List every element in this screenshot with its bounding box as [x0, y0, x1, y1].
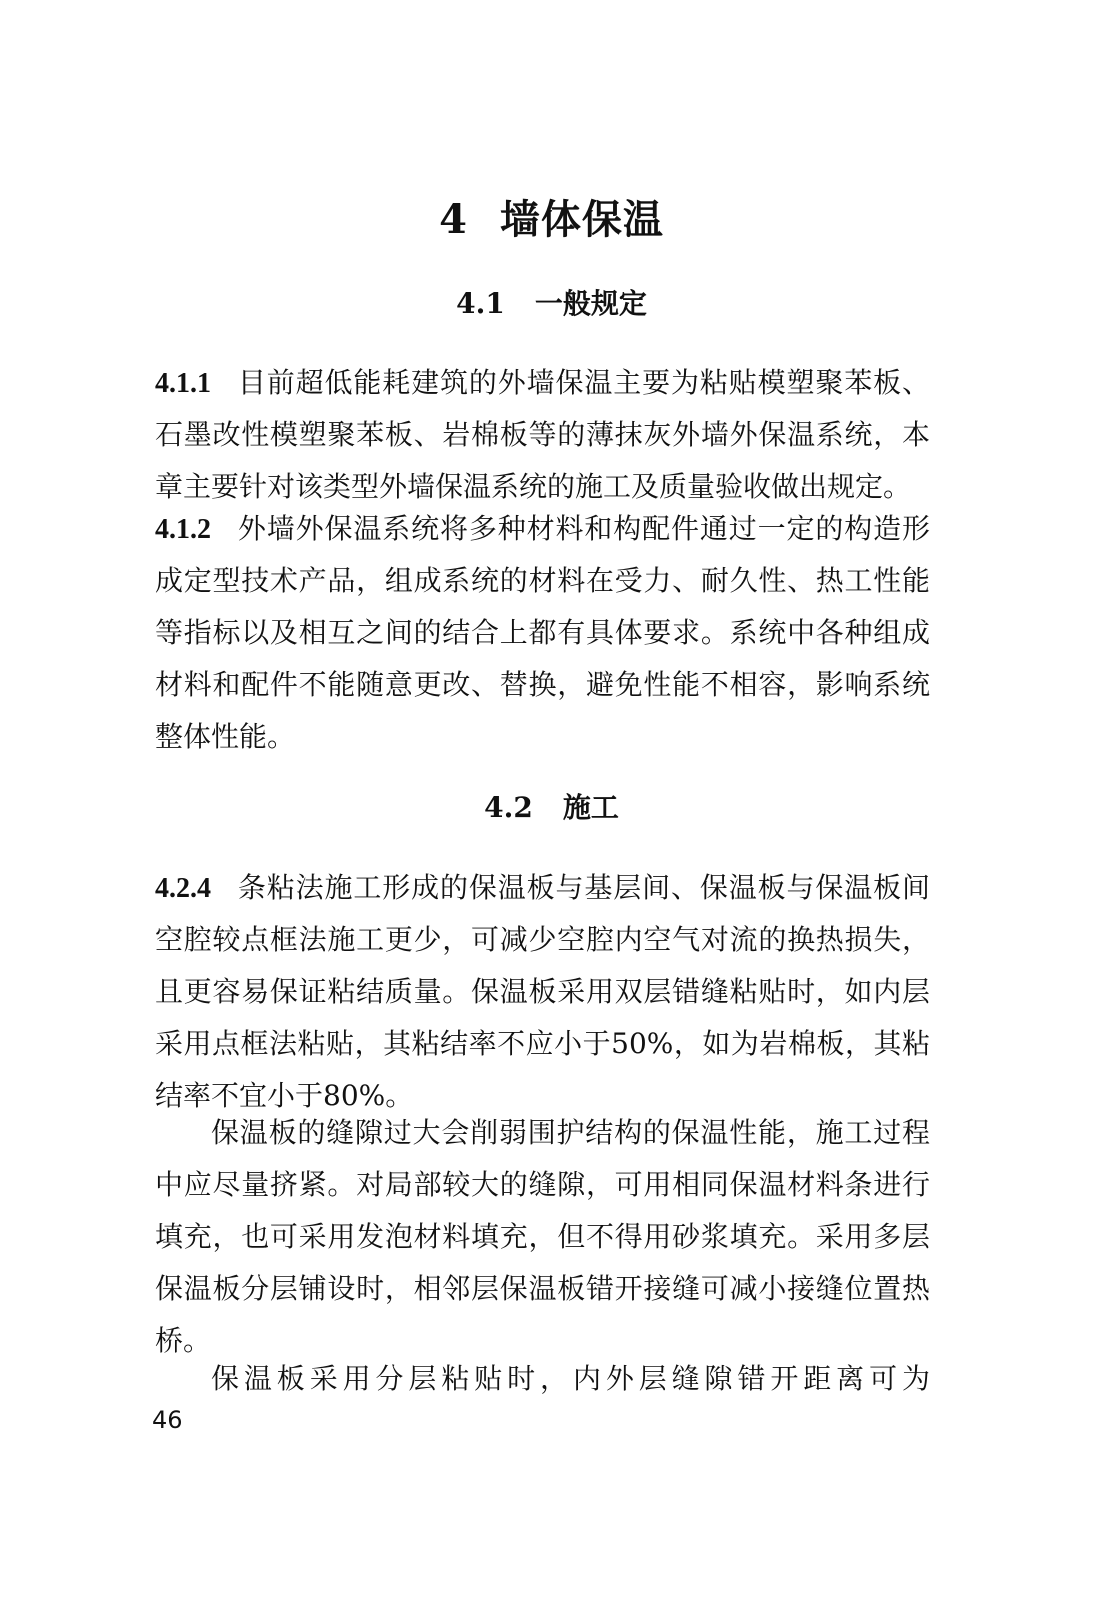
clause-line: 且更容易保证粘结质量。保温板采用双层错缝粘贴时，如内层 — [155, 975, 930, 1008]
page-number: 46 — [152, 1406, 183, 1434]
clause-4-1-1 — [155, 357, 930, 513]
paragraph-line: 中应尽量挤紧。对局部较大的缝隙，可用相同保温材料条进行 — [155, 1168, 930, 1201]
section-title-text: 施工 — [562, 791, 619, 824]
clause-line: 等指标以及相互之间的结合上都有具体要求。系统中各种组成 — [155, 616, 930, 649]
paragraph-line: 保温板采用分层粘贴时，内外层缝隙错开距离可为 — [211, 1362, 930, 1395]
clause-line: 成定型技术产品，组成系统的材料在受力、耐久性、热工性能 — [155, 564, 930, 597]
clause-line — [155, 862, 930, 914]
clause-number: 4.2.4 — [155, 873, 211, 904]
clause-line: 采用点框法粘贴，其粘结率不应小于50%，如为岩棉板，其粘 — [155, 1027, 930, 1060]
clause-line — [155, 357, 930, 409]
paragraph-line: 保温板的缝隙过大会削弱围护结构的保温性能，施工过程 — [211, 1116, 930, 1149]
chapter-title-text: 墙体保温 — [499, 196, 664, 243]
section-number: 4.1 — [456, 287, 505, 320]
clause-line: 石墨改性模塑聚苯板、岩棉板等的薄抹灰外墙外保温系统，本 — [155, 418, 930, 451]
clause-line: 空腔较点框法施工更少，可减少空腔内空气对流的换热损失， — [155, 923, 930, 956]
clause-line: 整体性能。 — [155, 720, 296, 753]
chapter-number: 4 — [439, 196, 468, 243]
chapter-title — [0, 188, 1103, 245]
clause-text: 条粘法施工形成的保温板与基层间、保温板与保温板间 — [237, 871, 930, 904]
clause-number: 4.1.1 — [155, 368, 211, 399]
paragraph-line: 桥。 — [155, 1324, 212, 1357]
clause-line: 材料和配件不能随意更改、替换，避免性能不相容，影响系统 — [155, 668, 930, 701]
clause-line — [155, 503, 930, 555]
paragraph-line: 保温板分层铺设时，相邻层保温板错开接缝可减小接缝位置热 — [155, 1272, 930, 1305]
section-heading-4-2 — [0, 786, 1103, 826]
clause-number: 4.1.2 — [155, 514, 211, 545]
clause-line: 结率不宜小于80%。 — [155, 1079, 414, 1112]
clause-line: 章主要针对该类型外墙保温系统的施工及质量验收做出规定。 — [155, 470, 912, 503]
paragraph-layered-bonding — [155, 1353, 930, 1405]
clause-text: 目前超低能耗建筑的外墙保温主要为粘贴模塑聚苯板、 — [237, 366, 930, 399]
paragraph-gap-filling — [155, 1107, 930, 1367]
section-heading-4-1 — [0, 282, 1103, 322]
clause-text: 外墙外保温系统将多种材料和构配件通过一定的构造形 — [237, 512, 930, 545]
paragraph-line: 填充，也可采用发泡材料填充，但不得用砂浆填充。采用多层 — [155, 1220, 930, 1253]
section-title-text: 一般规定 — [534, 287, 647, 320]
clause-4-2-4 — [155, 862, 930, 1122]
clause-4-1-2 — [155, 503, 930, 763]
section-number: 4.2 — [484, 791, 533, 824]
